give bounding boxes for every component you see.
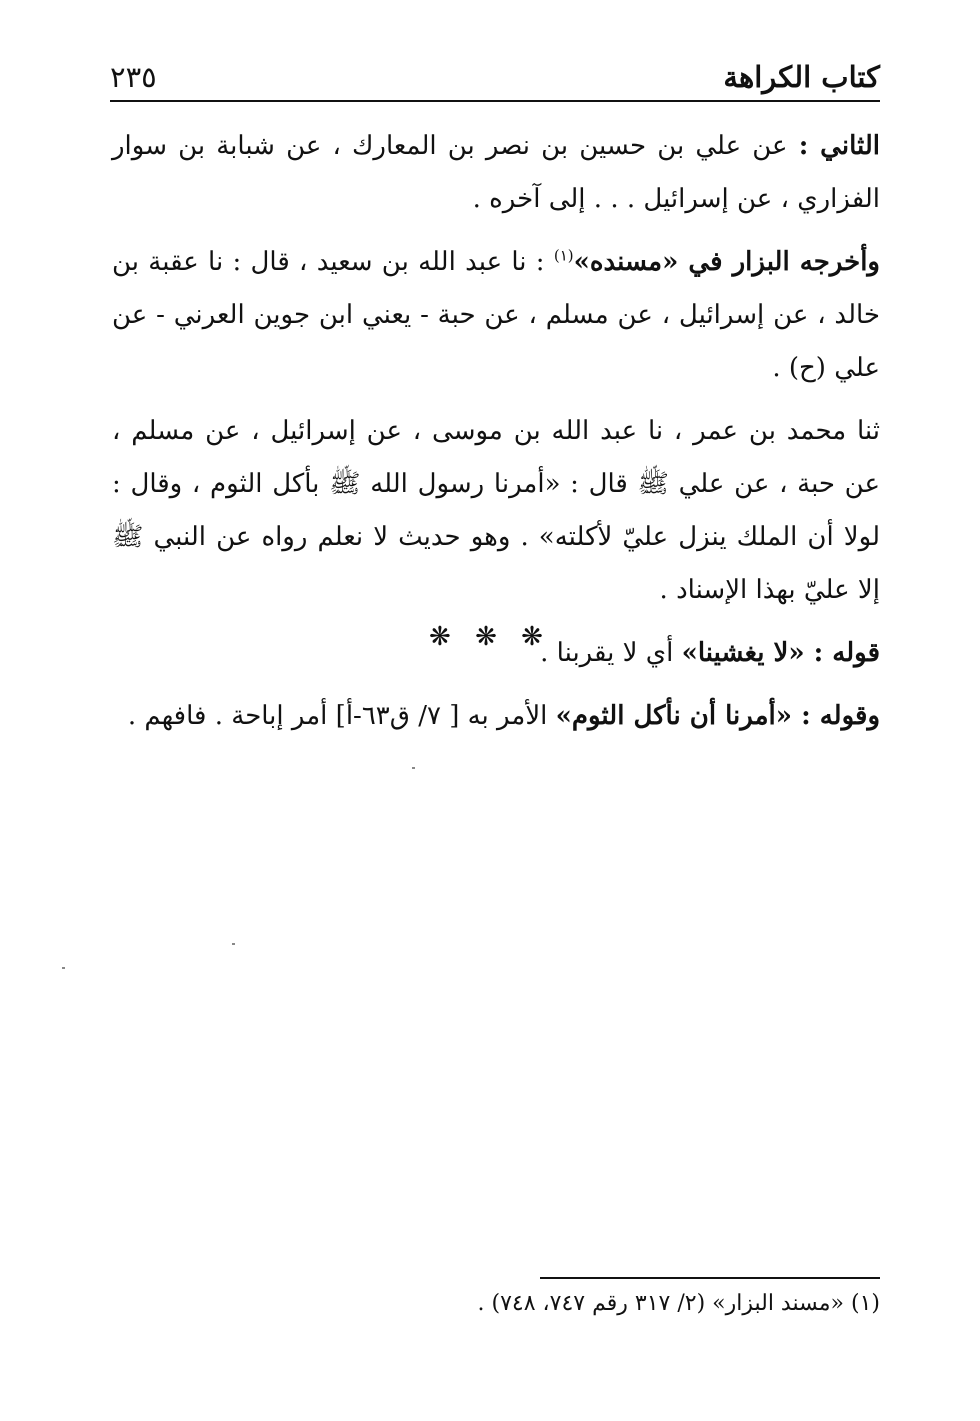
paragraph-3-text: ثنا محمد بن عمر ، نا عبد الله بن موسى ، عن إسرائيل ، عن مسلم ، عن حبة ، عن علي ﷺ قال : «أمرنا رسول الله ﷺ بأكل الثوم ، وقال : لولا أن الملك ينزل عليّ لأكلته» . وهو حديث لا نعلم رواه عن النبي ﷺ إلا عليّ بهذا الإسناد . bbox=[112, 416, 880, 605]
running-title: كتاب الكراهة bbox=[723, 60, 880, 94]
page-number: ٢٣٥ bbox=[110, 60, 157, 94]
paragraph-3 bbox=[112, 405, 880, 617]
section-separator: ❋ ❋ ❋ bbox=[429, 622, 551, 652]
paragraph-1 bbox=[112, 120, 880, 226]
paragraph-5-lead: وقوله : «أمرنا أن نأكل الثوم» bbox=[555, 701, 880, 731]
paragraph-2-lead: وأخرجه البزار في «مسنده» bbox=[573, 247, 880, 277]
paragraph-2-text: : نا عبد الله بن سعيد ، قال : نا عقبة بن خالد ، عن إسرائيل ، عن مسلم ، عن حبة - يعني ابن جوين العرني - عن علي (ح) . bbox=[112, 247, 880, 383]
page-header bbox=[110, 58, 880, 102]
scan-speck bbox=[412, 767, 415, 769]
paragraph-4-text: أي لا يقربنا . bbox=[540, 638, 682, 668]
paragraph-1-lead: الثاني : bbox=[798, 131, 880, 161]
paragraph-1-text: عن علي بن حسين بن نصر بن المعارك ، عن شبابة بن سوار الفزاري ، عن إسرائيل . . . إلى آخره . bbox=[112, 131, 880, 214]
footnote: (١) «مسند البزار» (٢/ ٣١٧ رقم ٧٤٧، ٧٤٨) . bbox=[477, 1291, 880, 1316]
paragraph-5 bbox=[112, 690, 880, 743]
paragraph-5-text: الأمر به [ ٧/ ق٦٣-أ] أمر إباحة . فافهم . bbox=[127, 701, 556, 731]
footnote-ref[interactable]: (١) bbox=[553, 246, 574, 265]
scan-speck bbox=[232, 943, 235, 945]
main-text bbox=[112, 120, 880, 753]
footnote-rule bbox=[540, 1277, 880, 1279]
paragraph-4-lead: قوله : «لا يغشينا» bbox=[681, 638, 880, 668]
paragraph-2 bbox=[112, 236, 880, 395]
scan-speck bbox=[62, 967, 65, 969]
